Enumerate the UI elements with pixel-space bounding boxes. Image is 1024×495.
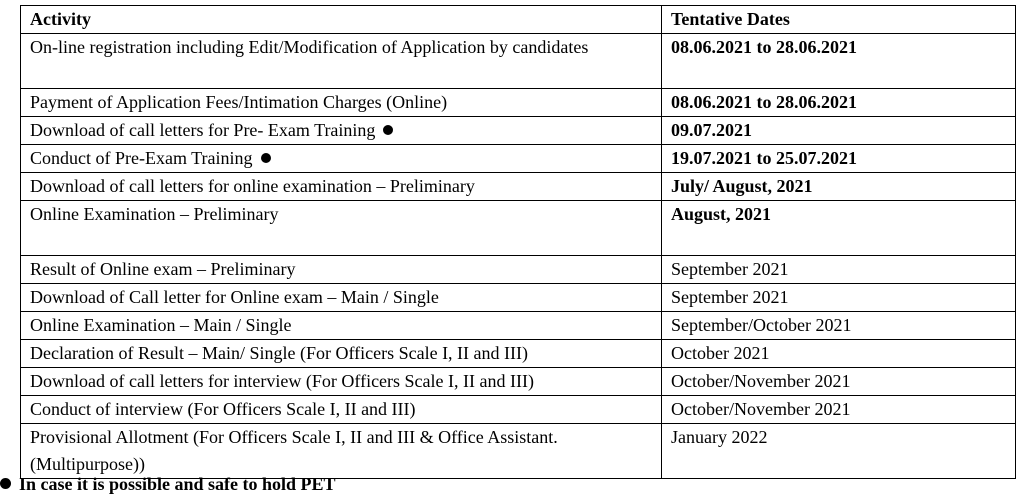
date-cell: October/November 2021 <box>662 368 1016 396</box>
activity-text: Download of call letters for Pre- Exam Training <box>30 120 376 140</box>
activity-cell <box>21 340 662 368</box>
table-row <box>21 34 1016 89</box>
activity-cell <box>21 284 662 312</box>
date-cell: October/November 2021 <box>662 396 1016 424</box>
date-cell: October 2021 <box>662 340 1016 368</box>
table-header-row <box>21 6 1016 34</box>
activity-text: Payment of Application Fees/Intimation Charges (Online) <box>30 92 448 112</box>
table-row <box>21 340 1016 368</box>
table-row <box>21 173 1016 201</box>
bullet-dot-icon <box>383 125 393 135</box>
activity-cell <box>21 396 662 424</box>
date-cell: September 2021 <box>662 256 1016 284</box>
activity-cell <box>21 145 662 173</box>
date-cell: August, 2021 <box>662 201 1016 256</box>
activity-cell <box>21 424 662 479</box>
table-row <box>21 145 1016 173</box>
date-cell: 19.07.2021 to 25.07.2021 <box>662 145 1016 173</box>
bullet-dot-icon <box>261 153 271 163</box>
activity-cell <box>21 201 662 256</box>
bullet-dot-icon <box>0 478 11 489</box>
activity-text: Result of Online exam – Preliminary <box>30 259 296 279</box>
date-cell: September 2021 <box>662 284 1016 312</box>
activity-cell <box>21 173 662 201</box>
activity-text: On-line registration including Edit/Modification of Application by candidates <box>30 37 589 57</box>
date-cell: 08.06.2021 to 28.06.2021 <box>662 89 1016 117</box>
table-row <box>21 284 1016 312</box>
activity-text: Provisional Allotment (For Officers Scale I, II and III & Office Assistant. (Multipurpose)) <box>30 427 558 474</box>
table-row <box>21 396 1016 424</box>
activity-cell <box>21 368 662 396</box>
table-row <box>21 256 1016 284</box>
activity-text: Online Examination – Main / Single <box>30 315 292 335</box>
table-row <box>21 89 1016 117</box>
date-cell: September/October 2021 <box>662 312 1016 340</box>
activity-cell <box>21 312 662 340</box>
table-row <box>21 201 1016 256</box>
date-cell: July/ August, 2021 <box>662 173 1016 201</box>
activity-text: Download of Call letter for Online exam – Main / Single <box>30 287 439 307</box>
header-activity: Activity <box>21 6 662 34</box>
activity-cell <box>21 256 662 284</box>
activity-cell <box>21 89 662 117</box>
activity-text: Declaration of Result – Main/ Single (For Officers Scale I, II and III) <box>30 343 529 363</box>
activity-text: Conduct of interview (For Officers Scale I, II and III) <box>30 399 416 419</box>
activity-text: Online Examination – Preliminary <box>30 204 279 224</box>
date-cell: 09.07.2021 <box>662 117 1016 145</box>
date-cell: 08.06.2021 to 28.06.2021 <box>662 34 1016 89</box>
activity-cell <box>21 117 662 145</box>
table-row <box>21 117 1016 145</box>
date-cell: January 2022 <box>662 424 1016 479</box>
header-tentative-dates: Tentative Dates <box>662 6 1016 34</box>
table-row <box>21 312 1016 340</box>
table-row <box>21 424 1016 479</box>
activity-cell <box>21 34 662 89</box>
schedule-table <box>20 5 1016 479</box>
activity-text: Conduct of Pre-Exam Training <box>30 148 253 168</box>
footnote-text: In case it is possible and safe to hold PET <box>19 474 336 494</box>
footnote <box>0 473 336 495</box>
activity-text: Download of call letters for online examination – Preliminary <box>30 176 475 196</box>
activity-text: Download of call letters for interview (For Officers Scale I, II and III) <box>30 371 534 391</box>
table-row <box>21 368 1016 396</box>
